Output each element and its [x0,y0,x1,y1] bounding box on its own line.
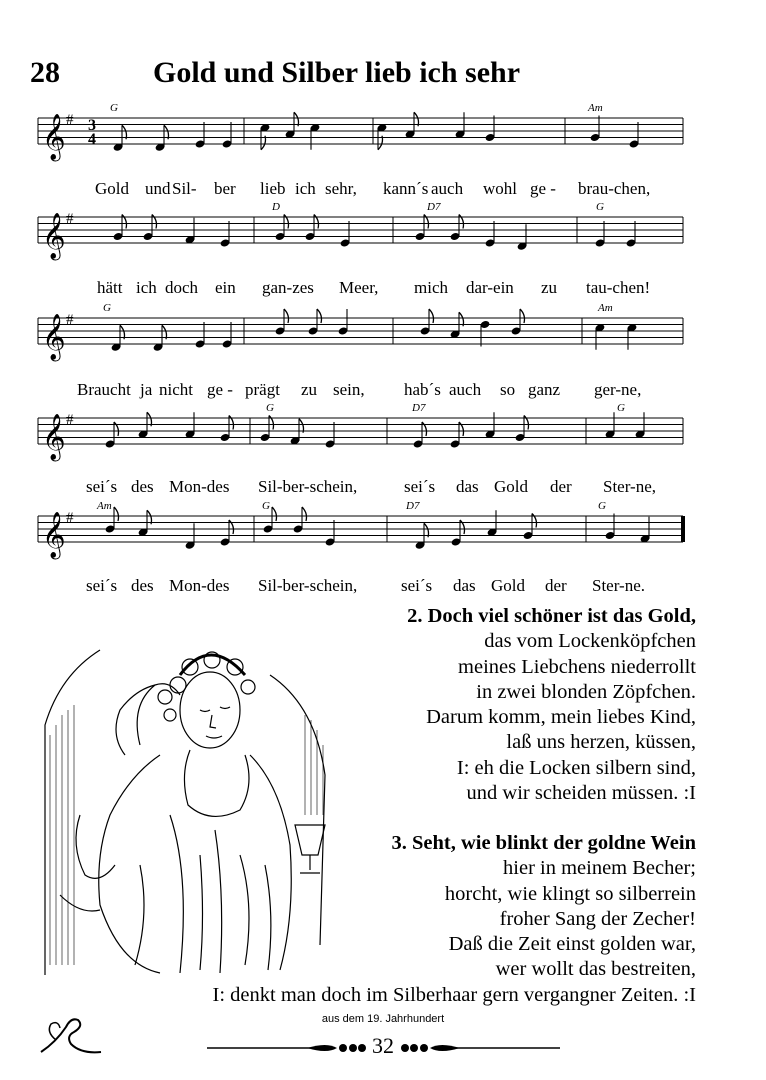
staff-system-4 [0,398,766,458]
lyric-syllable: der [545,576,567,595]
lyric-syllable: Sil- [172,179,197,198]
chord-symbol: G [110,102,118,114]
lyric-syllable: und [145,179,171,198]
lyric-syllable: ein [215,278,236,297]
lyric-syllable: mich [414,278,448,297]
note-flag [284,309,289,323]
treble-clef-icon: 𝄞 [42,213,66,259]
verse-2-line: und wir scheiden müssen. :I [466,782,696,805]
verse-3-line: horcht, wie klingt so silberrein [444,882,696,905]
verse-2-line: in zwei blonden Zöpfchen. [476,680,696,703]
verse-3-line: hier in meinem Becher; [503,857,696,880]
note-flag [317,309,322,323]
note-flag [302,507,307,521]
lyric-syllable: Gold [491,576,525,595]
chord-symbol: D7 [427,201,441,213]
lyric-syllable: das [456,477,479,496]
lyric-syllable: brau-chen, [578,179,651,198]
lyric-syllable: auch [449,380,482,399]
song-title: Gold und Silber lieb ich sehr [153,56,521,89]
treble-clef-icon: 𝄞 [42,114,66,160]
chord-symbol: G [266,402,274,414]
lyric-syllable: ich [136,278,157,297]
page-number-footer [0,1033,766,1059]
key-signature-sharp: # [66,510,74,526]
chord-symbol: D [272,201,280,213]
treble-clef-icon: 𝄞 [42,512,66,558]
treble-clef-icon: 𝄞 [42,414,66,460]
lyric-syllable: ja [140,380,153,399]
lyric-syllable: lieb [260,179,286,198]
verse-2 [407,604,696,806]
note-flag [114,507,119,521]
key-signature-sharp: # [66,412,74,428]
lyric-syllable: sei´s [86,477,118,496]
chord-symbol: D7 [406,500,420,512]
lyric-syllable: sehr, [325,179,357,198]
lyric-syllable: Sil-ber-schein, [258,477,358,496]
lyric-syllable: ge - [530,179,556,198]
chord-symbol: G [103,302,111,314]
lyric-syllable: prägt [245,380,280,399]
lyric-syllable: sein, [333,380,365,399]
page-number: 32 [372,1033,394,1058]
lyric-syllable: des [131,576,154,595]
lyric-syllable: Ster-ne. [592,576,646,595]
lyric-syllable: ganz [528,380,561,399]
lyric-syllable: kann´s [383,179,429,198]
verse-2-line: Darum komm, mein liebes Kind, [426,706,696,729]
lyric-syllable: dar-ein [466,278,514,297]
lyric-syllable: gan-zes [262,278,314,297]
lyric-syllable: sei´s [401,576,433,595]
lyric-syllable: Mon-des [169,576,230,595]
left-ornament-rule [207,1042,367,1054]
chord-symbol: G [617,402,625,414]
chord-symbol: G [262,500,270,512]
lyric-syllable: Ster-ne, [603,477,657,496]
lyric-syllable: sei´s [86,576,118,595]
treble-clef-icon: 𝄞 [42,314,66,360]
verse-2-line: das vom Lockenköpfchen [484,630,696,653]
lyric-syllable: wohl [483,179,517,198]
verse-3-line: froher Sang der Zecher! [499,907,696,930]
verse-2-line: laß uns herzen, küssen, [506,731,696,754]
chord-symbol: G [596,201,604,213]
lyric-syllable: zu [301,380,318,399]
lyric-syllable: ge - [207,380,233,399]
right-ornament-rule [400,1042,560,1054]
chord-symbol: Am [97,500,112,512]
key-signature-sharp: # [66,312,74,328]
verse-2-line: meines Liebchens niederrollt [458,655,696,678]
time-signature-top: 3 [88,117,96,134]
chord-symbol: D7 [412,402,426,414]
lyric-syllable: Gold [494,477,528,496]
key-signature-sharp: # [66,112,74,128]
note-flag [429,309,434,323]
lyric-syllable: tau-chen! [586,278,651,297]
lyric-syllable: der [550,477,572,496]
lyric-syllable: das [453,576,476,595]
note-flag [520,309,525,323]
lyric-syllable: Sil-ber-schein, [258,576,358,595]
lyric-syllable: Braucht [77,380,131,399]
staff-system-1 [0,98,766,158]
verse-3-line: wer wollt das bestreiten, [495,958,696,981]
verse-3-line: Daß die Zeit einst golden war, [448,933,696,956]
staff-system-3 [0,298,766,358]
lyric-syllable: des [131,477,154,496]
lyric-syllable: ger-ne, [594,380,642,399]
chord-symbol: Am [598,302,613,314]
verse-3 [213,831,696,1008]
lyric-syllable: ich [295,179,316,198]
lyric-syllable: Gold [95,179,129,198]
key-signature-sharp: # [66,211,74,227]
source-note: aus dem 19. Jahrhundert [321,1013,445,1025]
chord-symbol: Am [588,102,603,114]
verse-3-line: I: denkt man doch im Silberhaar gern vergangner Zeiten. :I [212,983,696,1006]
lyric-syllable: auch [431,179,464,198]
lyric-syllable: Meer, [339,278,379,297]
time-signature-bottom: 4 [88,131,96,148]
verse-2-line: I: eh die Locken silbern sind, [456,756,696,779]
lyric-syllable: sei´s [404,477,436,496]
lyric-syllable: nicht [159,380,193,399]
lyric-syllable: so [500,380,516,399]
note-flag [272,507,277,521]
lyric-syllable: zu [541,278,558,297]
lyric-syllable: doch [165,278,199,297]
staff-system-2 [0,197,766,257]
lyric-syllable: hätt [97,278,123,297]
staff-system-5 [0,496,766,556]
verse-2-first-line: 2. Doch viel schöner ist das Gold, [407,605,696,627]
song-number: 28 [30,56,60,89]
lyric-syllable: hab´s [404,380,441,399]
chord-symbol: G [598,500,606,512]
verse-3-first-line: 3. Seht, wie blinkt der goldne Wein [391,832,696,854]
lyric-syllable: Mon-des [169,477,230,496]
lyric-syllable: ber [214,179,236,198]
